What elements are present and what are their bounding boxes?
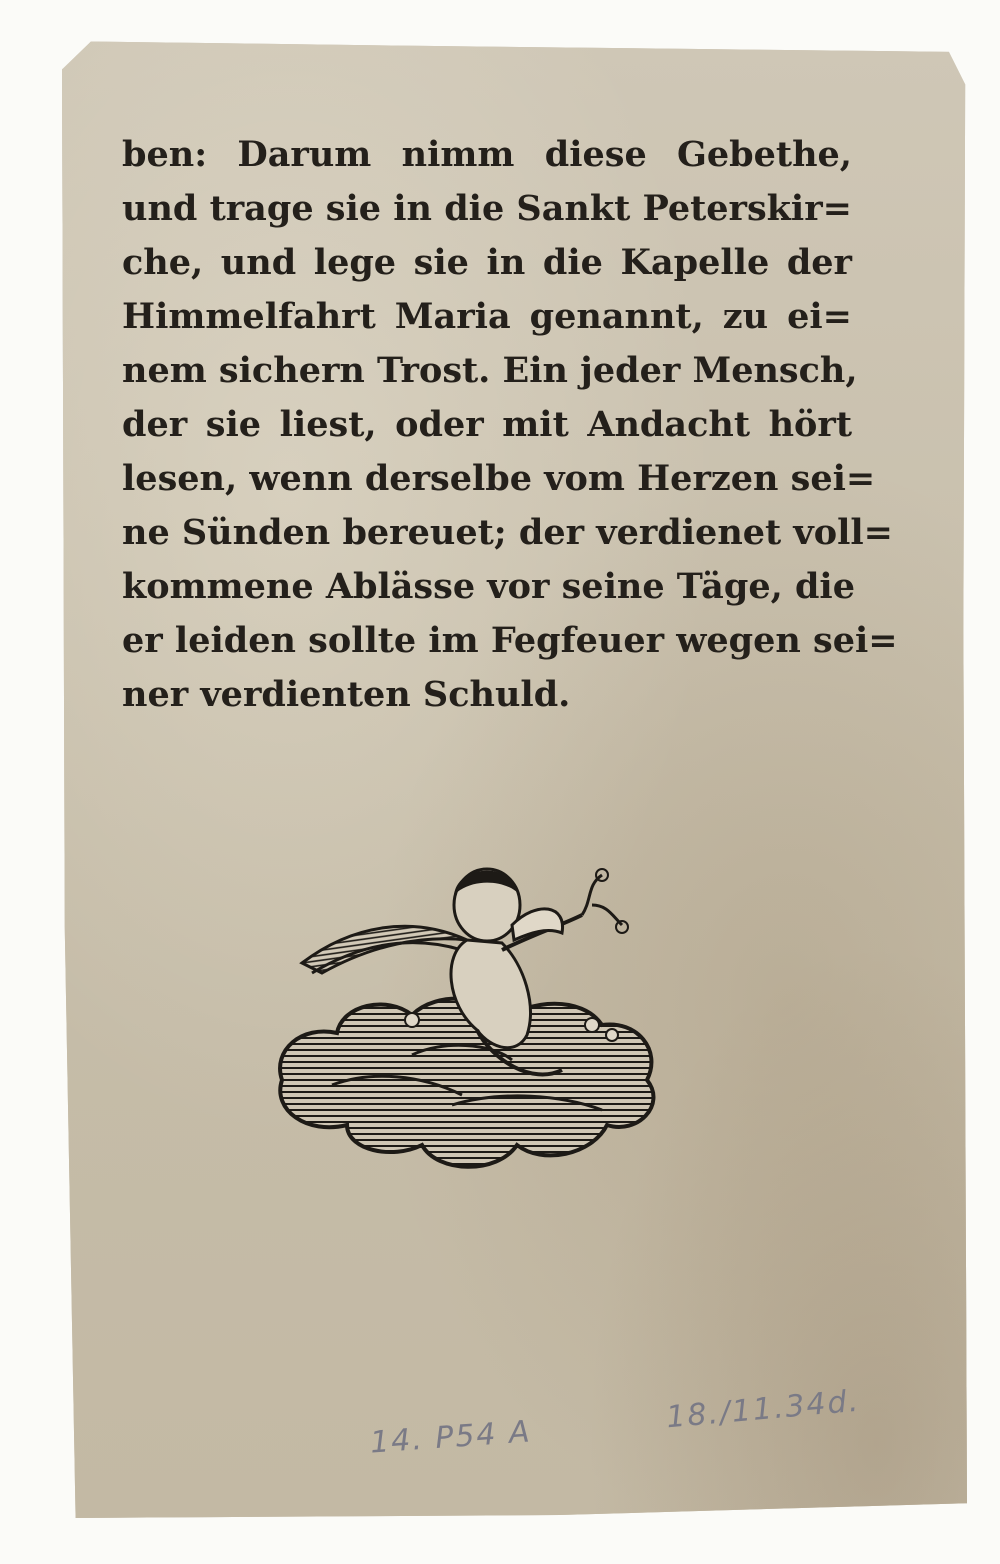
text-line: che, und lege sie in die Kapelle der bbox=[122, 242, 852, 283]
text-line: kommene Ablässe vor seine Täge, die bbox=[122, 566, 856, 607]
cherub-cloud-woodcut bbox=[262, 855, 672, 1185]
text-line: ne Sünden bereuet; der verdienet voll= bbox=[122, 512, 893, 553]
text-line: der sie liest, oder mit Andacht hört bbox=[122, 404, 852, 445]
text-line: ner verdienten Schuld. bbox=[122, 674, 571, 715]
text-line: lesen, wenn derselbe vom Herzen sei= bbox=[122, 458, 876, 499]
text-line: nem sichern Trost. Ein jeder Mensch, bbox=[122, 350, 858, 391]
flower-sprig bbox=[582, 875, 622, 925]
shelfmark-annotation: 14. P54 A bbox=[368, 1414, 533, 1461]
printed-text bbox=[122, 128, 898, 722]
date-annotation: 18./11.34d. bbox=[664, 1383, 862, 1436]
text-line: und trage sie in die Sankt Peterskir= bbox=[122, 188, 852, 229]
text-line: Himmelfahrt Maria genannt, zu ei= bbox=[122, 296, 852, 337]
text-line: ben: Darum nimm diese Gebethe, bbox=[122, 134, 852, 175]
text-line: er leiden sollte im Fegfeuer wegen sei= bbox=[122, 620, 898, 661]
